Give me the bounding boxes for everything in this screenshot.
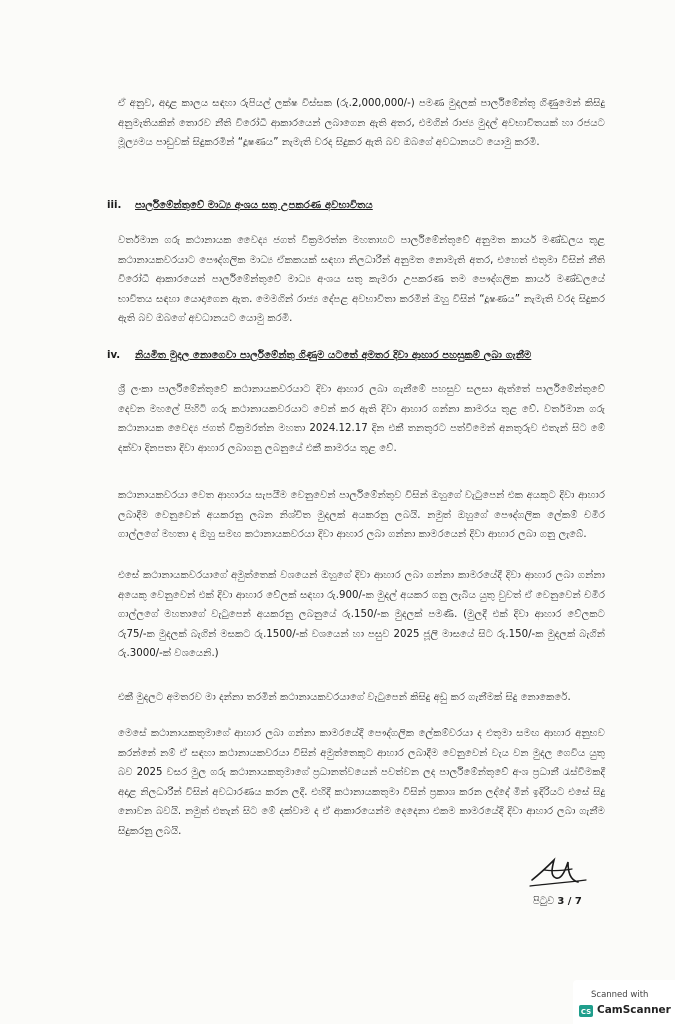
camscanner-logo-icon: [579, 1005, 593, 1017]
page-number: [533, 896, 582, 907]
paragraph-meeting-decision: මෙසේ කථානායකතුමාගේ ආහාර ලබා ගන්නා කාමරයේදී පෞද්ගලික ලේකම්වරයා ද එතුමා සමඟ ආහාර අනුභව කරන්නේ නම් ඒ සඳහා කථානායකවරයා විසින් අමුත්තෙකුට ආහාර ලබාදීම වෙනුවෙන් වැය වන මුදල ගෙවිය යුතු බව 2025 වසර මුල ගරු කථානායකතුමාගේ ප්‍රධානත්වයෙන් පවත්වන ලද පාර්ලිමේන්තුවේ අංශ ප්‍රධානී රැස්වීමකදී අදාළ නිලධාරීන් විසින් අවධාරණය කරන ලදී. එහිදී කථානායකතුමා විසින් ප්‍රකාශ කරන ලද්දේ මින් ඉදිරියට එසේ සිදු නොවන බවයි. නමුත් එතැන් සිට මේ දක්වාම ද ඒ ආකාරයෙන්ම දෙදෙනා එකම කාමරයේදී දිවා ආහාර ලබා ගැනීම සිදුකරනු ලබයි.: [118, 728, 605, 837]
camscanner-watermark: [573, 980, 675, 1024]
section-title: පාර්ලිමේන්තුවේ මාධ්‍ය අංශය සතු උපකරණ අවභාවිතය: [135, 200, 373, 211]
page-label: පිටුව: [533, 896, 555, 907]
paragraph-no-deductions: එකී මුදලට අමතරව මා දන්නා තරමින් කථානායකවරයාගේ වැටුපෙන් කිසිදු අඩු කර ගැනීමක් සිදු නොකෙරේ.: [118, 692, 571, 703]
section-number: iv.: [107, 350, 121, 361]
section-heading-iv: [107, 348, 531, 364]
paragraph-lunch-facility: ශ්‍රී ලංකා පාර්ලිමේන්තුවේ කථානායකවරයාට දිවා ආහාර ලබා ගැනීමේ පහසුව සලසා ඇත්තේ පාර්ලිමේන්තුවේ දෙවන මහලේ පිහිටි ගරු කථානායකවරයාට වෙන් කර ඇති දිවා ආහාර ගන්නා කාමරය තුළ වේ. වර්තමාන ගරු කථානායක වෛද්‍ය ජගත් වික්‍රමරත්න මහතා 2024.12.17 දින එකී තනතුරට පත්වීමෙන් අනතුරුව එතැන් සිට මේ දක්වා දිනපතා දිවා ආහාර ලබාගනු ලබනුයේ එකී කාමරය තුළ වේ.: [118, 384, 605, 454]
paragraph-secretary-meals: කථානායකවරයා වෙත ආහාරය සැපයීම වෙනුවෙන් පාර්ලිමේන්තුව විසින් ඔහුගේ වැටුපෙන් එක අයකුට දිවා ආහාර ලබාදීම වෙනුවෙන් අයකරනු ලබන නිශ්චිත මුදලක් අයකරනු ලබයි. නමුත් ඔහුගේ පෞද්ගලික ලේකම් චමීර ගාල්ලගේ මහතා ද ඔහු සමඟ කථානායකවරයා දිවා ආහාර ලබා ගන්නා කාමරයෙන් දිවා ආහාර ලබා ගනු ලැබේ.: [118, 490, 605, 541]
paragraph-corruption-summary: ඒ අනුව, අදාළ කාලය සඳහා රුපියල් ලක්ෂ විස්සක (රු.2,000,000/-) පමණ මුදලක් පාර්ලිමේන්තු ගිණුමෙන් කිසිදු අනුමැතියකින් තොරව නීති විරෝධී ආකාරයෙන් ලබාගෙන ඇති අතර, එමගින් රාජ්‍ය මුදල් අවභාවිතයක් හා රජයට මූල්‍යමය පාඩුවක් සිදුකරමින් “දූෂණය” නැමැති වරද සිදුකර ඇති බව ඔබගේ අවධානයට යොමු කරමි.: [118, 98, 606, 149]
section-number: iii.: [107, 200, 122, 211]
signature: [528, 850, 588, 892]
scanned-with-label: Scanned with: [591, 990, 649, 1000]
section-title: නියමිත මුදල නොගෙවා පාර්ලිමේන්තු ගිණුම යටතේ අමතර දිවා ආහාර පහසුකම් ලබා ගැනීම: [135, 350, 532, 361]
paragraph-media-equipment: වර්තමාන ගරු කථානායක වෛද්‍ය ජගත් වික්‍රමරත්න මහතාහට පාර්ලිමේන්තුවේ අනුමත කාර්ය මණ්ඩලය තුළ කථානායකවරයාට පෞද්ගලික මාධ්‍ය ඒකකයක් සඳහා නිලධාරීන් අනුමත නොමැති අතර, එහෙත් එතුමා විසින් නීති විරෝධී ආකාරයෙන් පාර්ලිමේන්තුවේ මාධ්‍ය අංශය සතු කැමරා උපකරණ තම පෞද්ගලික කාර්ය මණ්ඩලයේ භාවිතය සඳහා යොදාගෙන ඇත. මෙමගින් රාජ්‍ය දේපළ අවභාවිතා කරමින් ඔහු විසින් “දූෂණය” නැමැති වරද සිදුකර ඇති බව ඔබගේ අවධානයට යොමු කරමි.: [118, 235, 605, 325]
paragraph-meal-charges: එසේ කථානායකවරයාගේ අමුත්තෙක් වශයෙන් ඔහුගේ දිවා ආහාර ලබා ගන්නා කාමරයේදී දිවා ආහාර ලබා ගන්නා අයෙකු වෙනුවෙන් එක් දිවා ආහාර වේලක් සඳහා රු.900/-ක මුදල් අයකර ගනු ලැබිය යුතු වුවත් ඒ වෙනුවෙන් චමීර ගාල්ලගේ මහතාගේ වැටුපෙන් අයකරනු ලබනුයේ රු.150/-ක මුදලක් පමණි. (මුලදී එක් දිවා ආහාර වේලකට රු75/-ක මුදලක් බැගින් මසකට රු.1500/-ක් වශයෙන් හා පසුව 2025 ජූලි මාසයේ සිට රු.150/-ක මුදලක් බැගින් රු.3000/-ක් වශයෙනි.): [118, 570, 605, 660]
section-heading-iii: [107, 198, 373, 214]
page-count: 3 / 7: [557, 896, 582, 907]
camscanner-brand: CamScanner: [597, 1004, 671, 1016]
svg-text:CS: CS: [580, 1008, 592, 1016]
